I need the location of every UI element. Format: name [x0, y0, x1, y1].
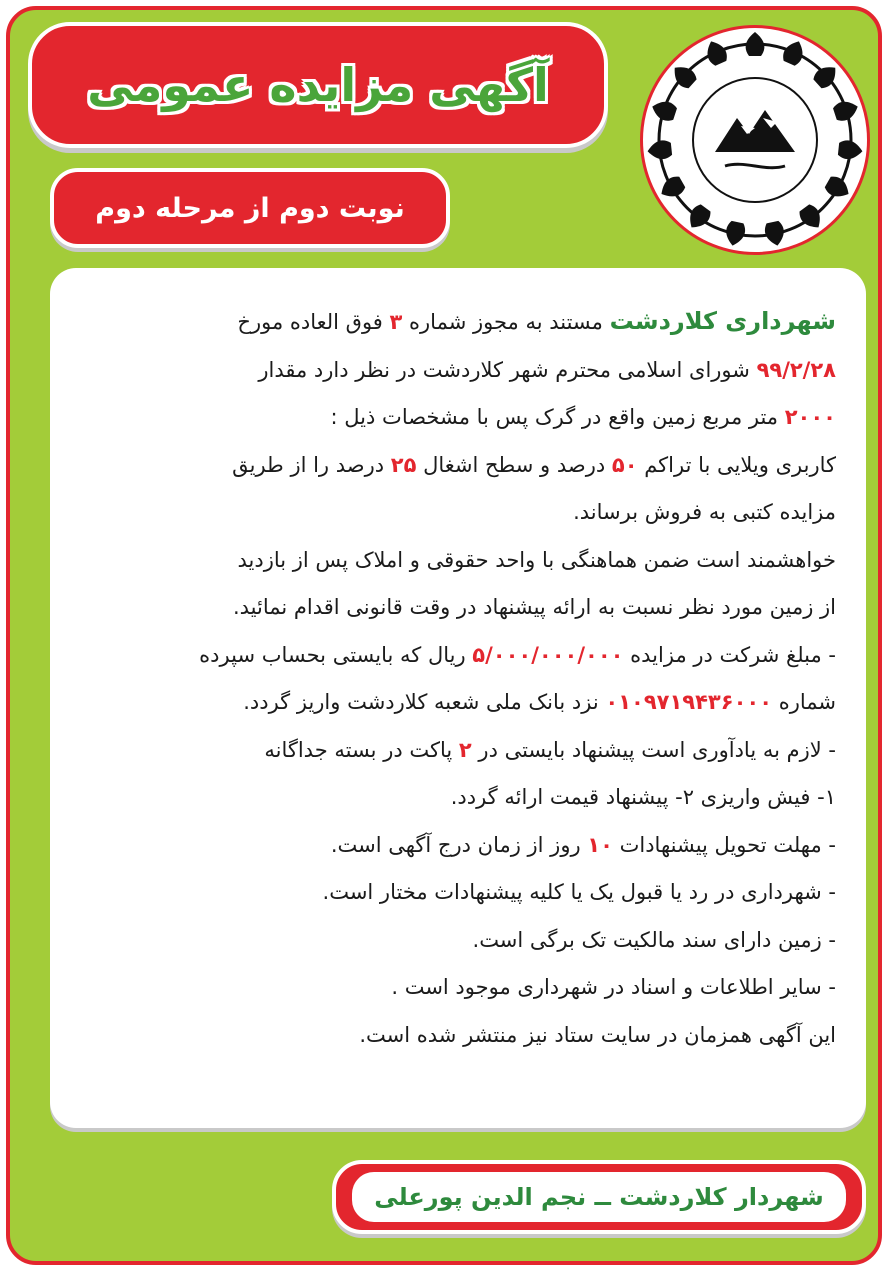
- body-line-6: خواهشمند است ضمن هماهنگی با واحد حقوقی و املاک پس از بازدید: [237, 547, 836, 572]
- body-line-10: - لازم به یادآوری است پیشنهاد بایستی در ۲ پاکت در بسته جداگانه: [264, 737, 836, 762]
- permit-number: ۳: [389, 310, 403, 334]
- body-line-4: کاربری ویلایی با تراکم ۵۰ درصد و سطح اشغال ۲۵ درصد را از طریق: [232, 452, 836, 477]
- announcement-body: [50, 268, 866, 1128]
- body-line-13: - شهرداری در رد یا قبول یک یا کلیه پیشنهادات مختار است.: [322, 880, 836, 904]
- participation-amount: ۵/۰۰۰/۰۰۰/۰۰۰: [472, 642, 624, 667]
- body-line-15: - سایر اطلاعات و اسناد در شهرداری موجود است .: [391, 975, 836, 999]
- subtitle-banner: [50, 168, 450, 248]
- announcement-title: آگهی مزایده عمومی: [87, 58, 549, 112]
- body-line-14: - زمین دارای سند مالکیت تک برگی است.: [472, 927, 836, 952]
- body-line-2: ۹۹/۲/۲۸ شورای اسلامی محترم شهر کلاردشت در نظر دارد مقدار: [258, 357, 836, 382]
- occupancy-percent: ۲۵: [390, 452, 417, 477]
- envelope-count: ۲: [458, 737, 472, 762]
- deadline-days: ۱۰: [587, 832, 613, 857]
- announcement-text: [80, 298, 836, 1059]
- municipality-seal-icon: [643, 28, 867, 252]
- body-line-5: مزایده کتبی به فروش برساند.: [573, 500, 836, 524]
- organization-name: شهرداری کلاردشت: [609, 307, 836, 335]
- footer-banner: [332, 1160, 866, 1234]
- municipality-logo: [640, 25, 870, 255]
- announcement-subtitle: نوبت دوم از مرحله دوم: [95, 192, 405, 224]
- permit-date: ۹۹/۲/۲۸: [756, 357, 836, 382]
- body-line-11: ۱- فیش واریزی ۲- پیشنهاد قیمت ارائه گردد.: [450, 785, 836, 809]
- density-percent: ۵۰: [611, 452, 638, 477]
- mayor-signature: شهردار کلاردشت ــ نجم الدین پورعلی: [352, 1172, 846, 1222]
- body-line-3: ۲۰۰۰ متر مربع زمین واقع در گرک پس با مشخصات ذیل :: [330, 405, 836, 429]
- title-banner: [28, 22, 608, 148]
- announcement-page: [6, 6, 882, 1265]
- account-number: ۰۱۰۹۷۱۹۴۳۶۰۰۰: [605, 690, 773, 714]
- body-line-7: از زمین مورد نظر نسبت به ارائه پیشنهاد در وقت قانونی اقدام نمائید.: [232, 595, 836, 619]
- body-line-9: شماره ۰۱۰۹۷۱۹۴۳۶۰۰۰ نزد بانک ملی شعبه کلاردشت واریز گردد.: [243, 690, 836, 714]
- body-line-12: - مهلت تحویل پیشنهادات ۱۰ روز از زمان درج آگهی است.: [330, 832, 836, 857]
- body-line-16: این آگهی همزمان در سایت ستاد نیز منتشر شده است.: [359, 1022, 836, 1047]
- land-area: ۲۰۰۰: [784, 405, 836, 429]
- body-line-8: - مبلغ شرکت در مزایده ۵/۰۰۰/۰۰۰/۰۰۰ ریال که بایستی بحساب سپرده: [199, 642, 836, 667]
- body-line-1: شهرداری کلاردشت مستند به مجوز شماره ۳ فوق العاده مورخ: [237, 307, 836, 335]
